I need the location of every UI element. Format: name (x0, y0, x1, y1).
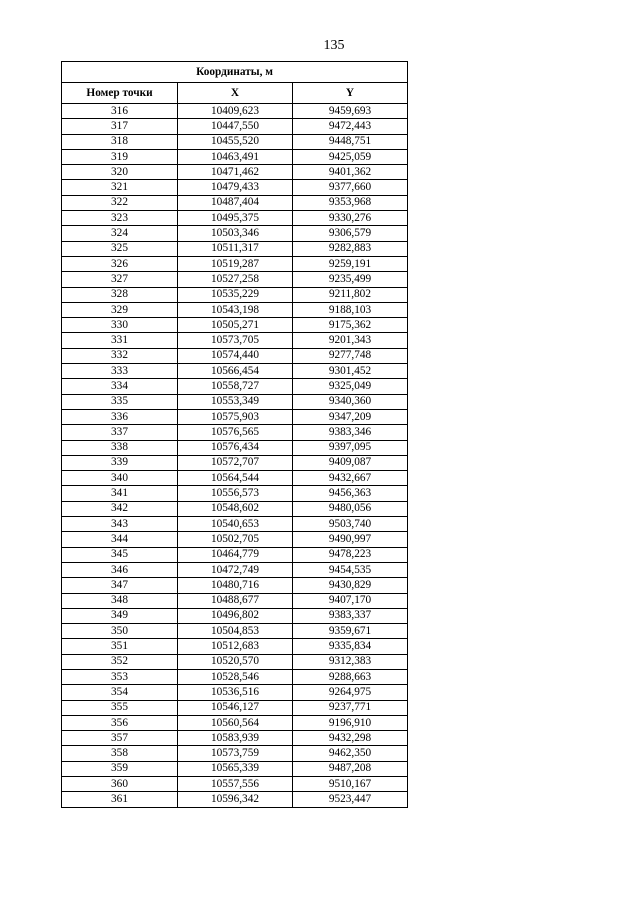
x-coordinate-cell: 10535,229 (178, 287, 293, 302)
y-coordinate-cell: 9335,834 (293, 639, 408, 654)
point-number-cell: 322 (62, 195, 178, 210)
point-number-cell: 317 (62, 119, 178, 134)
x-coordinate-cell: 10487,404 (178, 195, 293, 210)
y-coordinate-cell: 9490,997 (293, 532, 408, 547)
point-number-cell: 345 (62, 547, 178, 562)
table-row (62, 455, 408, 470)
y-coordinate-cell: 9359,671 (293, 624, 408, 639)
table-row (62, 379, 408, 394)
y-coordinate-cell: 9312,383 (293, 654, 408, 669)
x-coordinate-cell: 10556,573 (178, 486, 293, 501)
table-row (62, 654, 408, 669)
point-number-cell: 323 (62, 211, 178, 226)
table-row (62, 517, 408, 532)
table-row (62, 364, 408, 379)
x-coordinate-cell: 10566,454 (178, 364, 293, 379)
y-coordinate-cell: 9237,771 (293, 700, 408, 715)
y-coordinate-cell: 9259,191 (293, 256, 408, 271)
table-row (62, 425, 408, 440)
column-header-row (62, 83, 408, 104)
table-row (62, 333, 408, 348)
point-number-cell: 324 (62, 226, 178, 241)
y-coordinate-cell: 9425,059 (293, 149, 408, 164)
y-coordinate-cell: 9282,883 (293, 241, 408, 256)
point-number-cell: 337 (62, 425, 178, 440)
point-number-cell: 328 (62, 287, 178, 302)
x-coordinate-cell: 10520,570 (178, 654, 293, 669)
y-coordinate-cell: 9432,298 (293, 731, 408, 746)
point-number-cell: 336 (62, 409, 178, 424)
x-coordinate-cell: 10565,339 (178, 761, 293, 776)
point-number-cell: 343 (62, 517, 178, 532)
point-number-cell: 353 (62, 669, 178, 684)
point-number-cell: 354 (62, 685, 178, 700)
table-row (62, 272, 408, 287)
x-coordinate-cell: 10558,727 (178, 379, 293, 394)
table-row (62, 149, 408, 164)
x-coordinate-cell: 10471,462 (178, 165, 293, 180)
point-number-cell: 325 (62, 241, 178, 256)
point-number-cell: 334 (62, 379, 178, 394)
x-coordinate-cell: 10548,602 (178, 501, 293, 516)
table-row (62, 180, 408, 195)
x-coordinate-cell: 10447,550 (178, 119, 293, 134)
x-coordinate-cell: 10512,683 (178, 639, 293, 654)
column-header-y: Y (293, 83, 408, 104)
y-coordinate-cell: 9383,346 (293, 425, 408, 440)
table-row (62, 256, 408, 271)
point-number-cell: 356 (62, 715, 178, 730)
point-number-cell: 341 (62, 486, 178, 501)
point-number-cell: 361 (62, 792, 178, 807)
table-row (62, 302, 408, 317)
x-coordinate-cell: 10573,705 (178, 333, 293, 348)
point-number-cell: 346 (62, 562, 178, 577)
table-row (62, 119, 408, 134)
y-coordinate-cell: 9306,579 (293, 226, 408, 241)
x-coordinate-cell: 10560,564 (178, 715, 293, 730)
y-coordinate-cell: 9448,751 (293, 134, 408, 149)
x-coordinate-cell: 10573,759 (178, 746, 293, 761)
y-coordinate-cell: 9383,337 (293, 608, 408, 623)
y-coordinate-cell: 9456,363 (293, 486, 408, 501)
point-number-cell: 318 (62, 134, 178, 149)
table-row (62, 685, 408, 700)
table-row (62, 715, 408, 730)
table-row (62, 578, 408, 593)
x-coordinate-cell: 10503,346 (178, 226, 293, 241)
x-coordinate-cell: 10463,491 (178, 149, 293, 164)
table-row (62, 639, 408, 654)
y-coordinate-cell: 9523,447 (293, 792, 408, 807)
point-number-cell: 350 (62, 624, 178, 639)
y-coordinate-cell: 9301,452 (293, 364, 408, 379)
x-coordinate-cell: 10553,349 (178, 394, 293, 409)
x-coordinate-cell: 10479,433 (178, 180, 293, 195)
y-coordinate-cell: 9472,443 (293, 119, 408, 134)
table-row (62, 532, 408, 547)
coordinates-group-header: Координаты, м (62, 62, 408, 83)
y-coordinate-cell: 9454,535 (293, 562, 408, 577)
table-row (62, 348, 408, 363)
x-coordinate-cell: 10572,707 (178, 455, 293, 470)
point-number-cell: 330 (62, 318, 178, 333)
point-number-cell: 338 (62, 440, 178, 455)
y-coordinate-cell: 9430,829 (293, 578, 408, 593)
y-coordinate-cell: 9377,660 (293, 180, 408, 195)
page-number: 135 (323, 38, 345, 53)
x-coordinate-cell: 10583,939 (178, 731, 293, 746)
table-row (62, 669, 408, 684)
y-coordinate-cell: 9432,667 (293, 471, 408, 486)
point-number-cell: 331 (62, 333, 178, 348)
point-number-cell: 332 (62, 348, 178, 363)
point-number-cell: 319 (62, 149, 178, 164)
table-body (62, 104, 408, 808)
x-coordinate-cell: 10576,565 (178, 425, 293, 440)
point-number-cell: 358 (62, 746, 178, 761)
x-coordinate-cell: 10540,653 (178, 517, 293, 532)
x-coordinate-cell: 10596,342 (178, 792, 293, 807)
y-coordinate-cell: 9196,910 (293, 715, 408, 730)
point-number-cell: 342 (62, 501, 178, 516)
y-coordinate-cell: 9340,360 (293, 394, 408, 409)
table-row (62, 624, 408, 639)
table-row (62, 501, 408, 516)
y-coordinate-cell: 9211,802 (293, 287, 408, 302)
y-coordinate-cell: 9401,362 (293, 165, 408, 180)
point-number-cell: 329 (62, 302, 178, 317)
y-coordinate-cell: 9175,362 (293, 318, 408, 333)
table-row (62, 608, 408, 623)
table-row (62, 792, 408, 807)
table-row (62, 562, 408, 577)
coordinates-table (61, 61, 408, 808)
x-coordinate-cell: 10472,749 (178, 562, 293, 577)
table-row (62, 471, 408, 486)
point-number-cell: 326 (62, 256, 178, 271)
y-coordinate-cell: 9487,208 (293, 761, 408, 776)
y-coordinate-cell: 9407,170 (293, 593, 408, 608)
point-number-cell: 351 (62, 639, 178, 654)
y-coordinate-cell: 9478,223 (293, 547, 408, 562)
table-row (62, 409, 408, 424)
point-number-cell: 349 (62, 608, 178, 623)
table-row (62, 394, 408, 409)
point-number-cell: 355 (62, 700, 178, 715)
point-number-cell: 339 (62, 455, 178, 470)
point-number-cell: 327 (62, 272, 178, 287)
table-row (62, 486, 408, 501)
y-coordinate-cell: 9325,049 (293, 379, 408, 394)
x-coordinate-cell: 10576,434 (178, 440, 293, 455)
y-coordinate-cell: 9188,103 (293, 302, 408, 317)
x-coordinate-cell: 10488,677 (178, 593, 293, 608)
point-number-cell: 321 (62, 180, 178, 195)
point-number-cell: 344 (62, 532, 178, 547)
column-header-x: X (178, 83, 293, 104)
y-coordinate-cell: 9462,350 (293, 746, 408, 761)
x-coordinate-cell: 10543,198 (178, 302, 293, 317)
table-row (62, 440, 408, 455)
table-row (62, 165, 408, 180)
table-row (62, 731, 408, 746)
y-coordinate-cell: 9397,095 (293, 440, 408, 455)
x-coordinate-cell: 10546,127 (178, 700, 293, 715)
y-coordinate-cell: 9288,663 (293, 669, 408, 684)
table-row (62, 318, 408, 333)
point-number-cell: 357 (62, 731, 178, 746)
point-number-cell: 348 (62, 593, 178, 608)
table-row (62, 241, 408, 256)
y-coordinate-cell: 9201,343 (293, 333, 408, 348)
table-row (62, 761, 408, 776)
x-coordinate-cell: 10455,520 (178, 134, 293, 149)
y-coordinate-cell: 9330,276 (293, 211, 408, 226)
table-row (62, 211, 408, 226)
point-number-cell: 352 (62, 654, 178, 669)
x-coordinate-cell: 10528,546 (178, 669, 293, 684)
point-number-cell: 340 (62, 471, 178, 486)
point-number-cell: 333 (62, 364, 178, 379)
table-row (62, 593, 408, 608)
x-coordinate-cell: 10505,271 (178, 318, 293, 333)
point-number-cell: 347 (62, 578, 178, 593)
x-coordinate-cell: 10480,716 (178, 578, 293, 593)
y-coordinate-cell: 9510,167 (293, 777, 408, 792)
y-coordinate-cell: 9459,693 (293, 104, 408, 119)
point-number-cell: 359 (62, 761, 178, 776)
table-row (62, 746, 408, 761)
y-coordinate-cell: 9264,975 (293, 685, 408, 700)
column-header-point-number: Номер точки (62, 83, 178, 104)
y-coordinate-cell: 9353,968 (293, 195, 408, 210)
table-row (62, 226, 408, 241)
table-header (62, 62, 408, 104)
x-coordinate-cell: 10511,317 (178, 241, 293, 256)
x-coordinate-cell: 10557,556 (178, 777, 293, 792)
point-number-cell: 316 (62, 104, 178, 119)
x-coordinate-cell: 10495,375 (178, 211, 293, 226)
table-row (62, 104, 408, 119)
table-row (62, 700, 408, 715)
table-row (62, 134, 408, 149)
x-coordinate-cell: 10502,705 (178, 532, 293, 547)
table-row (62, 287, 408, 302)
y-coordinate-cell: 9480,056 (293, 501, 408, 516)
y-coordinate-cell: 9235,499 (293, 272, 408, 287)
x-coordinate-cell: 10409,623 (178, 104, 293, 119)
group-header-row (62, 62, 408, 83)
y-coordinate-cell: 9277,748 (293, 348, 408, 363)
point-number-cell: 335 (62, 394, 178, 409)
x-coordinate-cell: 10504,853 (178, 624, 293, 639)
x-coordinate-cell: 10496,802 (178, 608, 293, 623)
point-number-cell: 360 (62, 777, 178, 792)
x-coordinate-cell: 10527,258 (178, 272, 293, 287)
y-coordinate-cell: 9347,209 (293, 409, 408, 424)
x-coordinate-cell: 10574,440 (178, 348, 293, 363)
table-row (62, 547, 408, 562)
x-coordinate-cell: 10464,779 (178, 547, 293, 562)
x-coordinate-cell: 10519,287 (178, 256, 293, 271)
x-coordinate-cell: 10575,903 (178, 409, 293, 424)
x-coordinate-cell: 10564,544 (178, 471, 293, 486)
y-coordinate-cell: 9409,087 (293, 455, 408, 470)
table-row (62, 777, 408, 792)
x-coordinate-cell: 10536,516 (178, 685, 293, 700)
table-row (62, 195, 408, 210)
y-coordinate-cell: 9503,740 (293, 517, 408, 532)
point-number-cell: 320 (62, 165, 178, 180)
